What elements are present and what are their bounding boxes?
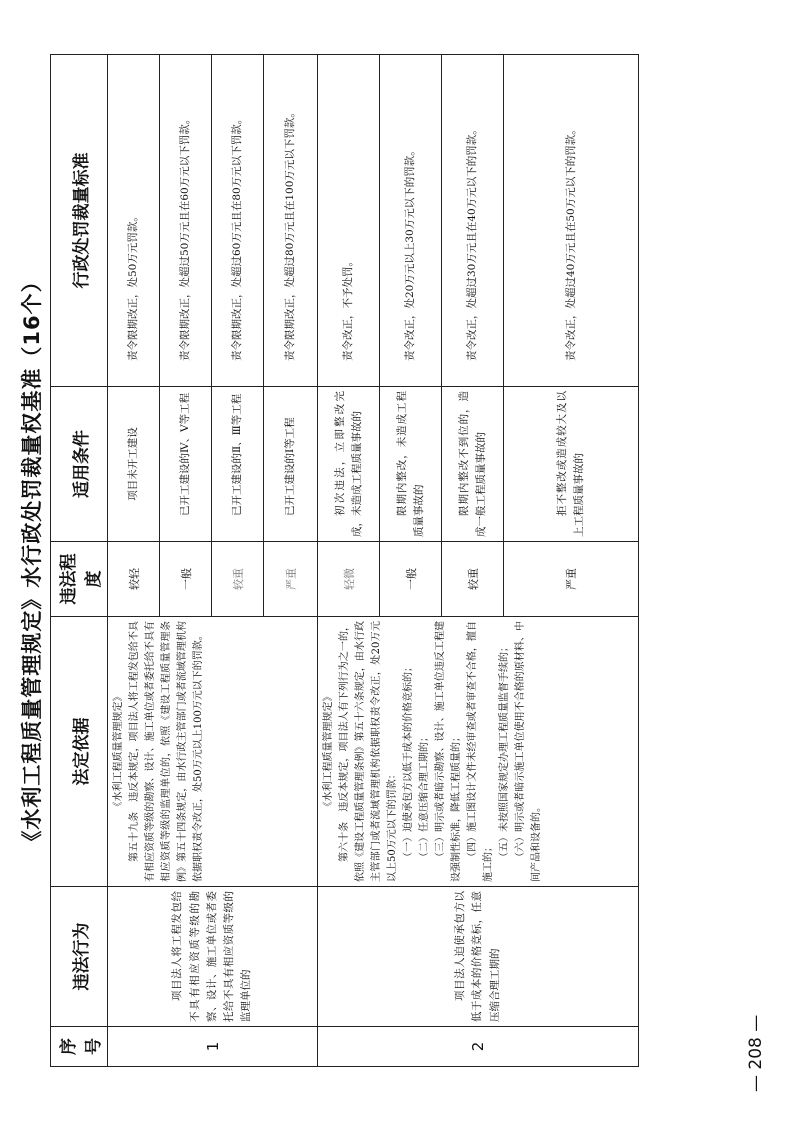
standard-cell: 责令改正，处超过40万元且在50万元以下的罚款。: [504, 55, 639, 387]
standard-cell: 责令限期改正，处超过60万元且在80万元以下罚款。: [212, 55, 264, 387]
condition-cell: 已开工建设的Ⅱ、Ⅲ等工程: [212, 387, 264, 542]
penalty-table: [50, 54, 639, 1067]
degree-cell: 一般: [160, 542, 212, 617]
row-number: 1: [108, 1027, 318, 1067]
legal-basis: [108, 617, 318, 887]
standard-cell: 责令改正，不予处罚。: [318, 55, 380, 387]
header-standard: 行政处罚裁量标准: [51, 55, 108, 387]
degree-cell: 较重: [212, 542, 264, 617]
violation-act: 项目法人将工程发包给不具有相应资质等级的勘察、设计、施工单位或者委托给不具有相应资质等级的监理单位的: [108, 887, 318, 1027]
condition-cell: 项目未开工建设: [108, 387, 160, 542]
basis-item: （二）任意压缩合理工期的；: [419, 732, 430, 862]
basis-ref: 《水利工程质量管理规定》: [323, 691, 334, 812]
table-row: [108, 55, 160, 1067]
basis-item: （一）迫使承包方以低于成本的价格竞标的；: [403, 662, 414, 862]
basis-ref: 《水利工程质量管理规定》: [113, 691, 124, 812]
header-row: [51, 55, 108, 1067]
violation-act: 项目法人迫使承包方以低于成本的价格竞标，任意压缩合理工期的: [318, 887, 639, 1027]
row-number: 2: [318, 1027, 639, 1067]
standard-cell: 责令改正，处超过30万元且在40万元以下的罚款。: [442, 55, 504, 387]
page-number: — 208 —: [746, 1014, 766, 1092]
condition-cell: 已开工建设的Ⅳ、Ⅴ等工程: [160, 387, 212, 542]
standard-cell: 责令限期改正，处超过80万元且在100万元以下罚款。: [264, 55, 318, 387]
standard-cell: 责令限期改正，处50万元罚款。: [108, 55, 160, 387]
page-title: 《水利工程质量管理规定》水行政处罚裁量权基准（16个）: [20, 270, 44, 852]
standard-cell: 责令改正，处20万元以上30万元以下的罚款。: [380, 55, 442, 387]
basis-item: （六）明示或者暗示施工单位使用不合格的原材料、中间产品和设备的。: [515, 621, 542, 882]
legal-basis: [318, 617, 639, 887]
degree-cell: 一般: [380, 542, 442, 617]
header-degree: 违法程度: [51, 542, 108, 617]
header-no: 序号: [51, 1027, 108, 1067]
condition-cell: 限期内整改，未造成工程质量事故的: [380, 387, 442, 542]
condition-cell: 拒不整改或造成较大及以上工程质量事故的: [504, 387, 639, 542]
condition-cell: 已开工建设的Ⅰ等工程: [264, 387, 318, 542]
degree-cell: 严重: [264, 542, 318, 617]
table-row: [318, 55, 380, 1067]
basis-text: 第六十条 违反本规定，项目法人有下列行为之一的，依照《建设工程质量管理条例》第五十六条规定，由水行政主管部门或者流域管理机构依据职权责令改正，处20万元以上50万元以下的罚款：: [339, 621, 398, 882]
header-condition: 适用条件: [51, 387, 108, 542]
degree-cell: 较重: [442, 542, 504, 617]
basis-item: （四）施工图设计文件未经审查或者审查不合格，擅自施工的；: [467, 621, 494, 882]
header-basis: 法定依据: [51, 617, 108, 887]
basis-item: （三）明示或者暗示勘察、设计、施工单位违反工程建设强制性标准，降低工程质量的；: [435, 621, 462, 882]
degree-cell: 严重: [504, 542, 639, 617]
condition-cell: 初次违法，立即整改完成，未造成工程质量事故的: [318, 387, 380, 542]
condition-cell: 限期内整改不到位的，造成一般工程质量事故的: [442, 387, 504, 542]
degree-cell: 较轻: [108, 542, 160, 617]
degree-cell: 轻微: [318, 542, 380, 617]
standard-cell: 责令限期改正，处超过50万元且在60万元以下罚款。: [160, 55, 212, 387]
header-act: 违法行为: [51, 887, 108, 1027]
basis-text: 第五十九条 违反本规定，项目法人将工程发包给不具有相应资质等级的勘察、设计、施工单位或者委托给不具有相应资质等级的监理单位的，依照《建设工程质量管理条例》第五十四条规定，由水行政主管部门或者流域管理机构依据职权责令改正，处50万元以上100万元以下的罚款。: [129, 621, 204, 882]
basis-item: （五）未按照国家规定办理工程质量监督手续的；: [499, 642, 510, 862]
